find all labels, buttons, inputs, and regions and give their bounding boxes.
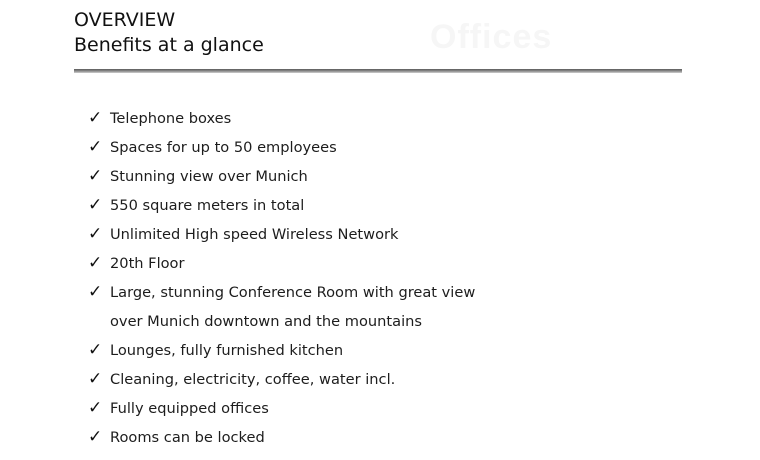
check-icon: ✓ <box>88 195 103 215</box>
benefit-label: Stunning view over Munich <box>110 168 308 185</box>
list-item <box>88 394 648 423</box>
list-item <box>88 220 648 249</box>
page-title: Benefits at a glance <box>74 34 264 56</box>
benefit-label: Lounges, fully furnished kitchen <box>110 342 344 359</box>
background-watermark: Offices <box>430 18 553 56</box>
list-item <box>88 423 648 452</box>
section-label: OVERVIEW <box>74 9 176 31</box>
check-icon: ✓ <box>88 166 103 186</box>
list-item <box>88 249 648 278</box>
check-icon: ✓ <box>88 282 103 302</box>
list-item <box>88 278 648 336</box>
list-item <box>88 104 648 133</box>
list-item <box>88 336 648 365</box>
benefit-label: Rooms can be locked <box>110 429 265 446</box>
check-icon: ✓ <box>88 340 103 360</box>
overview-header <box>74 8 682 58</box>
benefit-label: Unlimited High speed Wireless Network <box>110 226 399 243</box>
header-divider <box>74 69 682 73</box>
list-item <box>88 365 648 394</box>
check-icon: ✓ <box>88 224 103 244</box>
benefits-list <box>88 104 648 452</box>
list-item <box>88 133 648 162</box>
check-icon: ✓ <box>88 108 103 128</box>
benefit-label: Fully equipped offices <box>110 400 269 417</box>
list-item <box>88 191 648 220</box>
benefit-label: Spaces for up to 50 employees <box>110 139 337 156</box>
benefit-label: Telephone boxes <box>110 110 232 127</box>
check-icon: ✓ <box>88 427 103 447</box>
benefit-label: 20th Floor <box>110 255 185 272</box>
list-item <box>88 162 648 191</box>
check-icon: ✓ <box>88 398 103 418</box>
benefit-label: Large, stunning Conference Room with great view over Munich downtown and the mountains <box>110 284 476 330</box>
benefit-label: Cleaning, electricity, coffee, water incl. <box>110 371 396 388</box>
check-icon: ✓ <box>88 137 103 157</box>
check-icon: ✓ <box>88 369 103 389</box>
check-icon: ✓ <box>88 253 103 273</box>
benefit-label: 550 square meters in total <box>110 197 305 214</box>
